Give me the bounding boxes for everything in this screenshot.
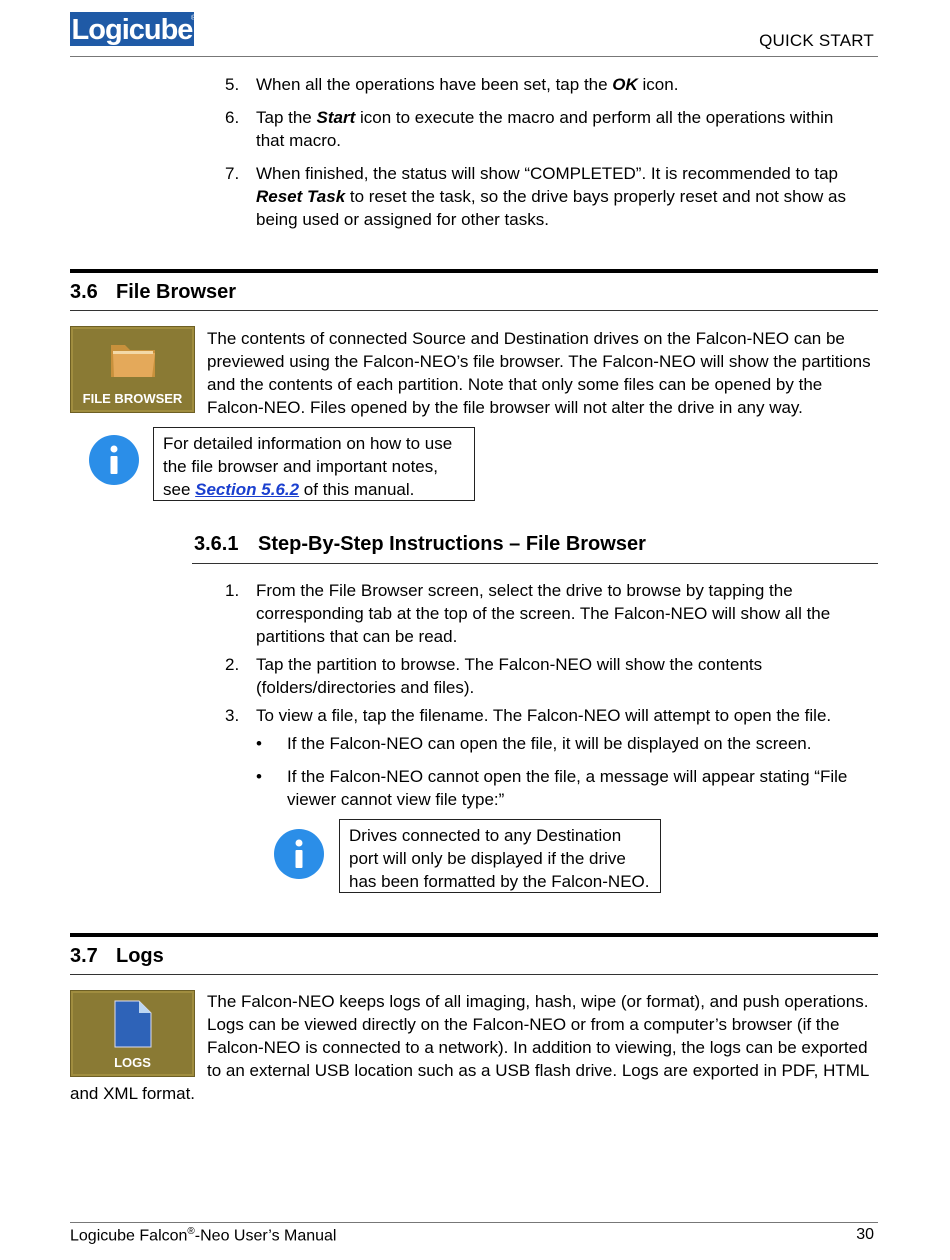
logo-wordmark: Logicube: [71, 14, 193, 46]
section-3-6-heading: 3.6 File Browser: [70, 281, 237, 303]
info-icon: [273, 828, 325, 880]
section-3-7-heading: 3.7 Logs: [70, 945, 164, 967]
section-divider: [70, 933, 878, 937]
header-rule: [70, 56, 878, 57]
document-icon: [113, 999, 153, 1049]
section-3-6-1-heading: 3.6.1 Step-By-Step Instructions – File Browser: [194, 533, 646, 555]
section-divider: [70, 269, 878, 273]
svg-text:®: ®: [191, 15, 196, 22]
logs-paragraph-line: to an external USB location such as a USB flash drive. Logs are exported in PDF, HTML: [207, 1061, 870, 1080]
folder-icon: [107, 335, 159, 381]
section-underline: [70, 974, 878, 975]
destination-drive-note: Drives connected to any Destination port will only be displayed if the drive has been formatted by the Falcon-NEO.: [339, 819, 661, 893]
logs-paragraph-line: and XML format.: [70, 1084, 196, 1103]
file-browser-paragraph: The contents of connected Source and Destination drives on the Falcon-NEO can be previewed using the Falcon-NEO’s file browser. The Falcon-NEO will show the partitions and the contents of each partition. Note that only some files can be opened by the Falcon-NEO. Files opened by the file browser will not alter the drive in any way.: [207, 329, 871, 417]
logs-paragraph-line: Logs can be viewed directly on the Falcon-NEO or from a computer’s browser (if the: [207, 1015, 840, 1034]
logs-tile: [70, 990, 195, 1077]
header-section-label: QUICK START: [759, 31, 874, 50]
section-5-6-2-link[interactable]: Section 5.6.2: [195, 480, 300, 499]
footer-page-number: 30: [856, 1226, 874, 1243]
logicube-logo: [70, 10, 196, 48]
footer-rule: [70, 1222, 878, 1223]
logs-paragraph-line: The Falcon-NEO keeps logs of all imaging, hash, wipe (or format), and push operations.: [207, 992, 869, 1011]
file-browser-note: For detailed information on how to use the file browser and important notes, see Section 5.6.2 of this manual.: [153, 427, 475, 501]
logs-paragraph-line: Falcon-NEO is connected to a network). In addition to viewing, the logs can be exported: [207, 1038, 868, 1057]
logs-tile-label: LOGS: [114, 1055, 151, 1070]
file-browser-tile-label: FILE BROWSER: [82, 391, 183, 406]
footer-manual-title: Logicube Falcon®-Neo User’s Manual: [70, 1226, 337, 1245]
subsection-underline: [192, 563, 878, 564]
file-browser-tile: [70, 326, 195, 413]
info-icon: [88, 434, 140, 486]
section-underline: [70, 310, 878, 311]
